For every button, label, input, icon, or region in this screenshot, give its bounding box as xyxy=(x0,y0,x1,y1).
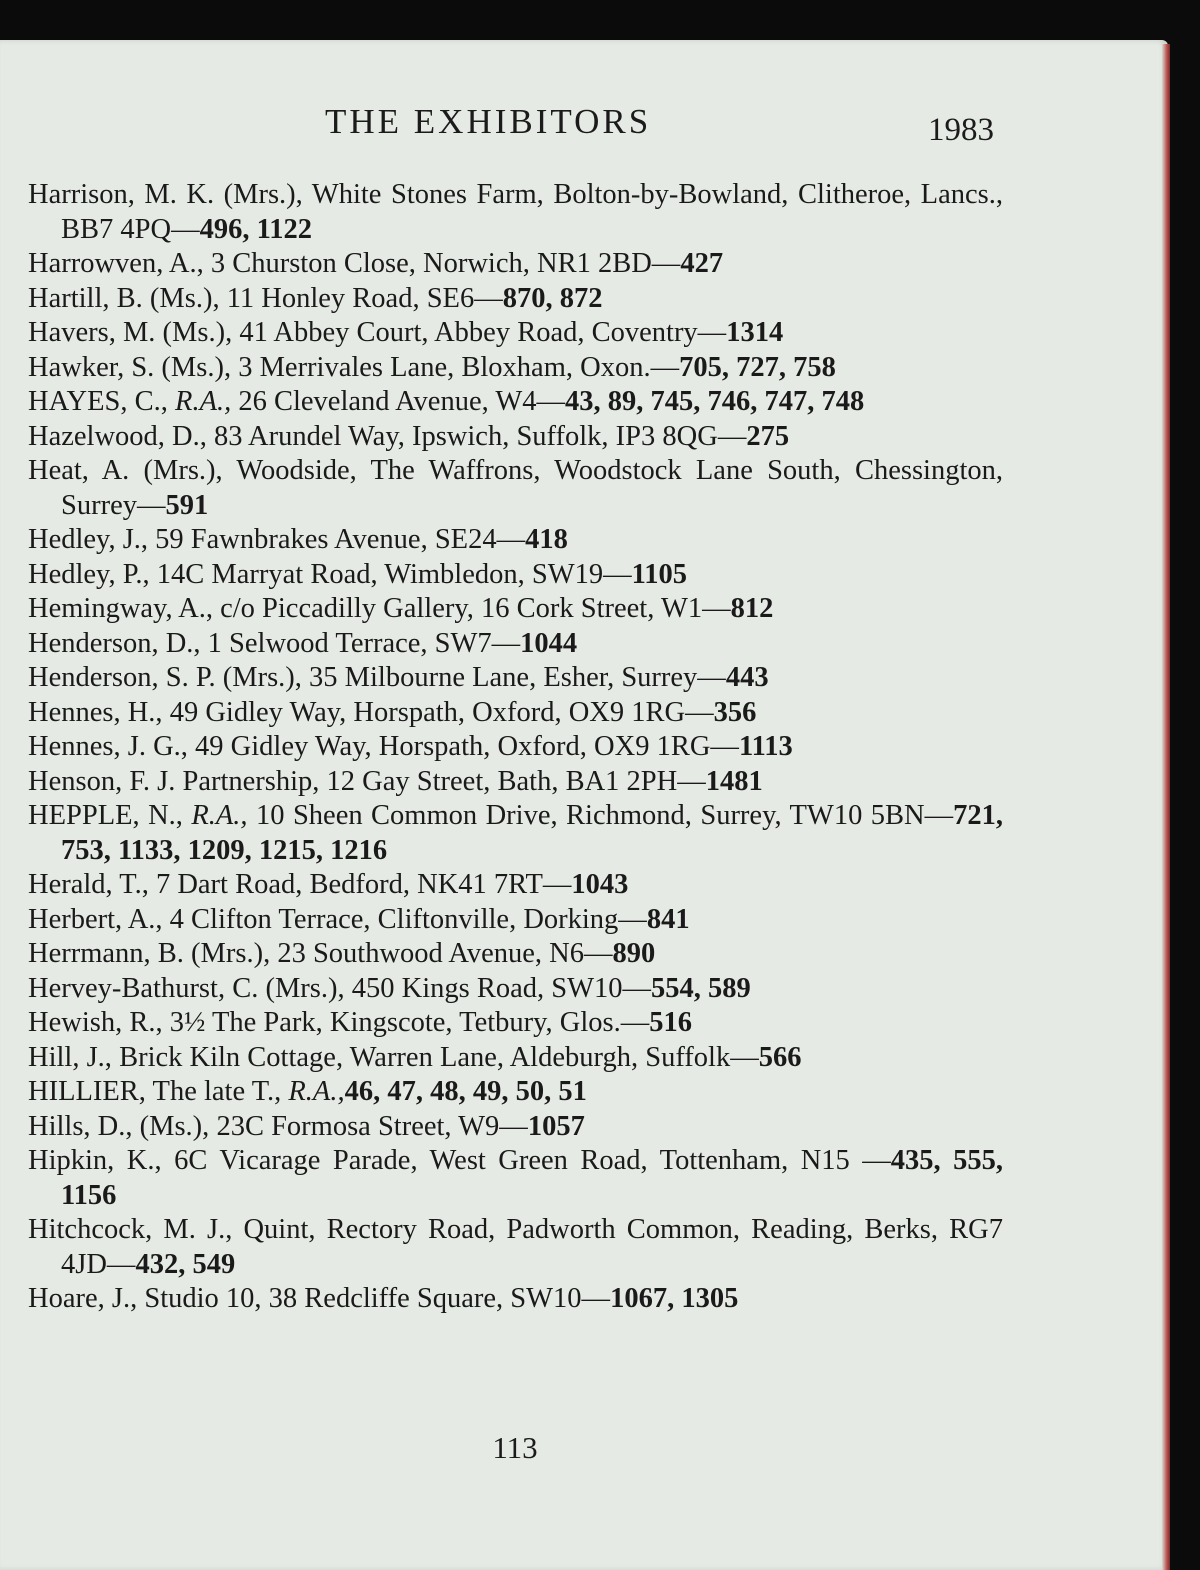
exhibit-numbers: 435, 555, 1156 xyxy=(61,1145,1004,1211)
exhibitor-address: 49 Gidley Way, Horspath, Oxford, OX9 1RG— xyxy=(195,731,739,762)
exhibitor-entry xyxy=(28,627,1003,662)
exhibitor-entry xyxy=(28,592,1003,627)
exhibitor-title: R.A., xyxy=(191,800,256,831)
exhibit-numbers: 356 xyxy=(713,696,757,728)
exhibitor-address: 26 Cleveland Avenue, W4— xyxy=(238,386,565,417)
exhibitor-entry xyxy=(28,799,1003,868)
exhibitor-entry xyxy=(28,1006,1003,1041)
exhibitor-entry xyxy=(28,1144,1003,1213)
exhibit-numbers: 1314 xyxy=(726,317,784,348)
exhibitor-entry xyxy=(28,316,1003,351)
exhibitor-entry xyxy=(28,247,1003,282)
exhibitor-address: 59 Fawnbrakes Avenue, SE24— xyxy=(155,524,526,555)
exhibitor-name: HILLIER, The late T., xyxy=(28,1076,289,1107)
exhibitor-address: 41 Abbey Court, Abbey Road, Coventry— xyxy=(239,317,727,348)
exhibitor-name: Hervey-Bathurst, C. (Mrs.), xyxy=(28,972,352,1004)
exhibitor-name: Hartill, B. (Ms.), xyxy=(28,282,227,314)
exhibit-numbers: 496, 1122 xyxy=(199,213,313,245)
running-header-title: THE EXHIBITORS xyxy=(325,102,652,141)
exhibitor-list xyxy=(28,178,1003,1317)
exhibitor-entry xyxy=(28,903,1003,938)
exhibit-numbers: 554, 589 xyxy=(650,972,751,1004)
exhibitor-name: Harrison, M. K. (Mrs.), xyxy=(28,179,312,210)
exhibitor-entry xyxy=(28,765,1003,800)
exhibit-numbers: 1067, 1305 xyxy=(610,1283,739,1314)
exhibit-numbers: 1057 xyxy=(527,1110,585,1142)
exhibitor-name: Hazelwood, D., xyxy=(28,420,214,452)
exhibit-numbers: 591 xyxy=(165,489,209,521)
exhibitor-address: 49 Gidley Way, Horspath, Oxford, OX9 1RG— xyxy=(169,696,714,728)
exhibitor-address: Studio 10, 38 Redcliffe Square, SW10— xyxy=(144,1283,611,1314)
exhibitor-name: Hipkin, K., xyxy=(28,1145,175,1176)
exhibitor-address: 35 Milbourne Lane, Esher, Surrey— xyxy=(309,662,726,693)
exhibitor-entry xyxy=(28,178,1003,247)
exhibit-numbers: 890 xyxy=(612,938,656,969)
exhibit-numbers: 443 xyxy=(725,662,769,693)
exhibitor-entry xyxy=(28,1110,1003,1145)
exhibitor-entry xyxy=(28,937,1003,972)
exhibit-numbers: 427 xyxy=(680,248,724,279)
exhibitor-name: Hennes, J. G., xyxy=(28,731,196,762)
exhibitor-address: Quint, Rectory Road, Padworth Common, Reading, Berks, RG7 4JD— xyxy=(61,1214,1003,1280)
running-header-year: 1983 xyxy=(928,112,994,148)
exhibitor-name: Hawker, S. (Ms.), xyxy=(28,351,239,383)
exhibit-numbers: 1113 xyxy=(738,731,793,762)
exhibit-numbers: 870, 872 xyxy=(502,282,603,314)
exhibitor-address: 14C Marryat Road, Wimbledon, SW19— xyxy=(156,558,632,590)
exhibitor-name: Hitchcock, M. J., xyxy=(28,1214,244,1245)
exhibit-numbers: 43, 89, 745, 746, 747, 748 xyxy=(564,386,865,417)
page-edge xyxy=(1162,44,1170,1570)
exhibitor-name: Herbert, A., xyxy=(28,903,170,935)
exhibit-numbers: 566 xyxy=(758,1041,802,1073)
exhibit-numbers: 46, 47, 48, 49, 50, 51 xyxy=(344,1076,587,1107)
exhibit-numbers: 1043 xyxy=(571,869,629,900)
exhibitor-entry xyxy=(28,696,1003,731)
page-number: 113 xyxy=(492,1430,538,1465)
exhibitor-entry xyxy=(28,1213,1003,1282)
exhibitor-address: 23 Southwood Avenue, N6— xyxy=(277,938,613,969)
exhibitor-address: 4 Clifton Terrace, Cliftonville, Dorking— xyxy=(169,903,647,935)
exhibitor-name: Henderson, S. P. (Mrs.), xyxy=(28,662,310,693)
exhibitor-address: 11 Honley Road, SE6— xyxy=(226,282,503,314)
exhibitor-entry xyxy=(28,523,1003,558)
exhibit-numbers: 705, 727, 758 xyxy=(679,351,836,383)
exhibitor-name: Hennes, H., xyxy=(28,696,170,728)
exhibitor-entry xyxy=(28,1041,1003,1076)
exhibitor-address: 10 Sheen Common Drive, Richmond, Surrey, TW10 5BN— xyxy=(256,800,954,831)
exhibitor-name: Havers, M. (Ms.), xyxy=(28,317,240,348)
exhibitor-entry xyxy=(28,385,1003,420)
exhibitor-name: Hoare, J., xyxy=(28,1283,145,1314)
exhibitor-address: 83 Arundel Way, Ipswich, Suffolk, IP3 8QG— xyxy=(214,420,747,452)
exhibit-numbers: 841 xyxy=(646,903,690,935)
exhibitor-name: Hedley, J., xyxy=(28,524,156,555)
exhibit-numbers: 721, 753, 1133, 1209, 1215, 1216 xyxy=(61,800,1003,866)
exhibitor-name: Harrowven, A., xyxy=(28,248,211,279)
exhibitor-address: 3 Churston Close, Norwich, NR1 2BD— xyxy=(210,248,681,279)
exhibitor-entry xyxy=(28,730,1003,765)
exhibitor-address: Brick Kiln Cottage, Warren Lane, Aldeburgh, Suffolk— xyxy=(119,1041,759,1073)
exhibitor-address: 7 Dart Road, Bedford, NK41 7RT— xyxy=(155,869,572,900)
exhibit-numbers: 1105 xyxy=(631,558,688,590)
exhibitor-entry xyxy=(28,1075,1003,1110)
exhibitor-address: c/o Piccadilly Gallery, 16 Cork Street, W1— xyxy=(220,593,731,624)
exhibitor-address: 3 Merrivales Lane, Bloxham, Oxon.— xyxy=(238,351,680,383)
exhibitor-title: R.A., xyxy=(288,1076,345,1107)
exhibitor-entry xyxy=(28,868,1003,903)
exhibitor-entry xyxy=(28,282,1003,317)
exhibitor-name: Henderson, D., xyxy=(28,627,208,659)
exhibitor-entry xyxy=(28,420,1003,455)
exhibitor-entry xyxy=(28,454,1003,523)
exhibitor-address: 3½ The Park, Kingscote, Tetbury, Glos.— xyxy=(169,1007,650,1038)
exhibit-numbers: 1481 xyxy=(705,765,763,797)
exhibitor-name: Hewish, R., xyxy=(28,1007,170,1038)
exhibitor-name: Herald, T., xyxy=(28,869,156,900)
exhibit-numbers: 432, 549 xyxy=(135,1248,236,1280)
exhibitor-address: 23C Formosa Street, W9— xyxy=(216,1110,528,1142)
exhibit-numbers: 275 xyxy=(746,420,790,452)
exhibitor-name: Hill, J., xyxy=(28,1041,120,1073)
exhibitor-entry xyxy=(28,351,1003,386)
exhibitor-name: Herrmann, B. (Mrs.), xyxy=(28,938,278,969)
exhibitor-name: Henson, F. J. Partnership, xyxy=(28,765,327,797)
exhibit-numbers: 812 xyxy=(730,593,774,624)
exhibitor-address: 1 Selwood Terrace, SW7— xyxy=(207,627,521,659)
exhibitor-entry xyxy=(28,661,1003,696)
exhibitor-address: White Stones Farm, Bolton-by-Bowland, Clitheroe, Lancs., BB7 4PQ— xyxy=(61,179,1003,245)
exhibit-numbers: 516 xyxy=(649,1007,693,1038)
exhibitor-name: Heat, A. (Mrs.), xyxy=(28,455,237,486)
exhibitor-name: HEPPLE, N., xyxy=(28,800,192,831)
exhibit-numbers: 418 xyxy=(525,524,568,555)
exhibitor-name: Hemingway, A., xyxy=(28,593,221,624)
exhibitor-name: Hedley, P., xyxy=(28,558,157,590)
exhibitor-entry xyxy=(28,558,1003,593)
exhibitor-entry xyxy=(28,972,1003,1007)
exhibitor-address: 6C Vicarage Parade, West Green Road, Tottenham, N15 — xyxy=(174,1145,891,1176)
exhibit-numbers: 1044 xyxy=(520,627,578,659)
exhibitor-address: 450 Kings Road, SW10— xyxy=(351,972,651,1004)
exhibitor-name: HAYES, C., xyxy=(28,386,176,417)
exhibitor-name: Hills, D., (Ms.), xyxy=(28,1110,217,1142)
exhibitor-title: R.A., xyxy=(175,386,239,417)
exhibitor-entry xyxy=(28,1282,1003,1317)
exhibitor-address: Woodside, The Waffrons, Woodstock Lane South, Chessington, Surrey— xyxy=(61,455,1003,521)
exhibitor-address: 12 Gay Street, Bath, BA1 2PH— xyxy=(326,765,706,797)
